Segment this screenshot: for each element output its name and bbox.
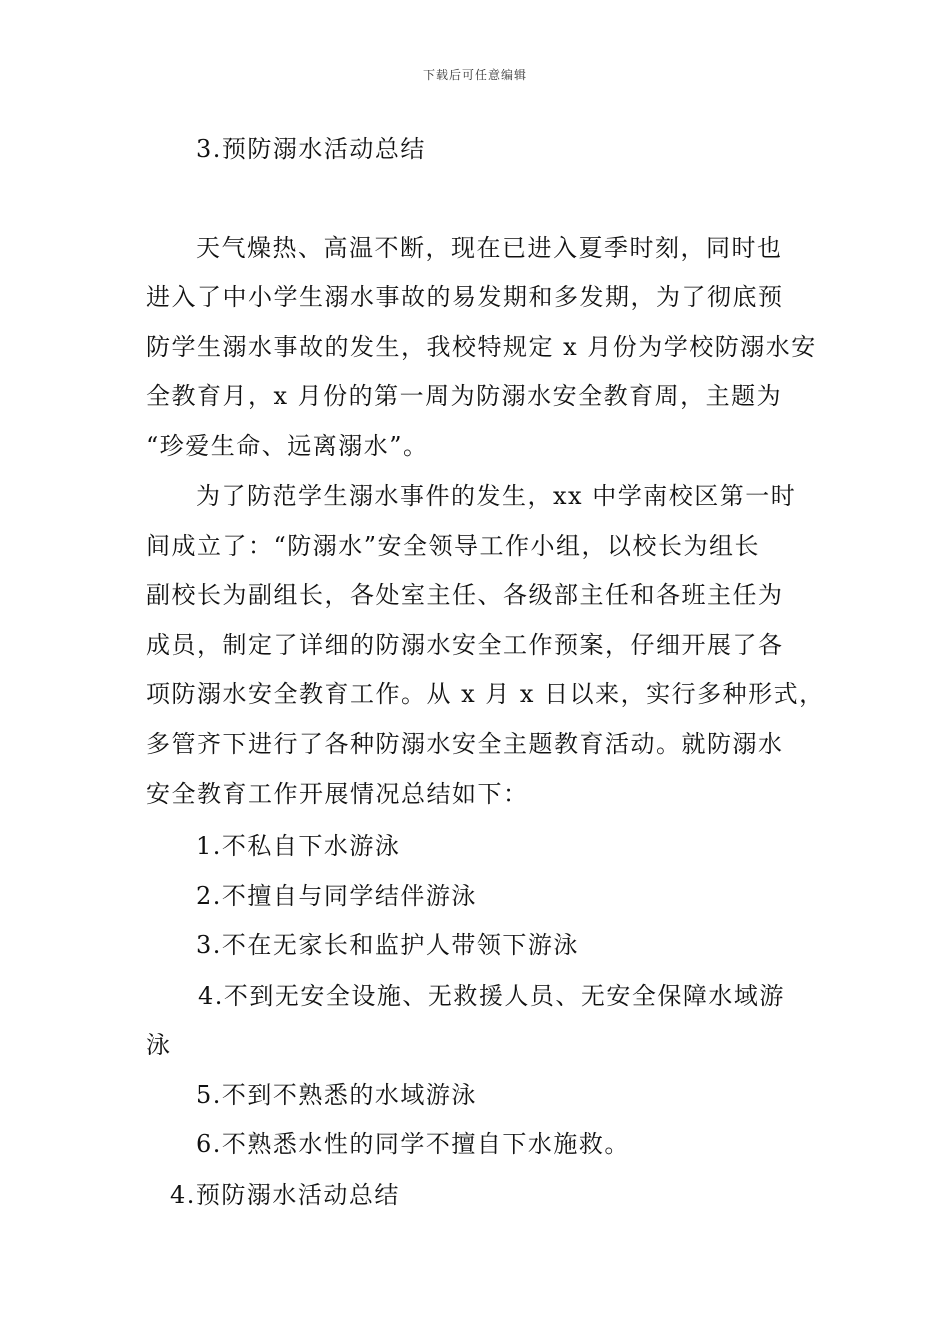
- section-3-heading: 3.预防溺水活动总结: [196, 135, 426, 163]
- paragraph-1-line: 全教育月，x 月份的第一周为防溺水安全教育周，主题为: [146, 382, 783, 410]
- paragraph-1-line: 天气燥热、高温不断，现在已进入夏季时刻，同时也: [196, 234, 783, 262]
- paragraph-2-line: 安全教育工作开展情况总结如下：: [146, 780, 529, 808]
- paragraph-1-line: 进入了中小学生溺水事故的易发期和多发期，为了彻底预: [146, 283, 784, 311]
- paragraph-2-line: 副校长为副组长，各处室主任、各级部主任和各班主任为: [146, 581, 784, 609]
- paragraph-2-line: 多管齐下进行了各种防溺水安全主题教育活动。就防溺水: [146, 730, 784, 758]
- paragraph-1-line: 防学生溺水事故的发生，我校特规定 x 月份为学校防溺水安: [146, 333, 817, 361]
- paragraph-2-line: 为了防范学生溺水事件的发生，xx 中学南校区第一时: [196, 482, 797, 510]
- rule-item: 3.不在无家长和监护人带领下游泳: [196, 931, 579, 959]
- paragraph-2-line: 项防溺水安全教育工作。从 x 月 x 日以来，实行多种形式，: [146, 680, 825, 708]
- paragraph-1-line: “珍爱生命、远离溺水”。: [146, 432, 429, 460]
- rule-item-continuation: 泳: [146, 1031, 172, 1059]
- section-4-heading: 4.预防溺水活动总结: [170, 1181, 400, 1209]
- rule-item: 1.不私自下水游泳: [196, 832, 401, 860]
- paragraph-2-line: 间成立了：“防溺水”安全领导工作小组，以校长为组长: [146, 532, 761, 560]
- rule-item: 5.不到不熟悉的水域游泳: [196, 1081, 477, 1109]
- paragraph-2-line: 成员，制定了详细的防溺水安全工作预案，仔细开展了各: [146, 631, 784, 659]
- rule-item: 4.不到无安全设施、无救援人员、无安全保障水域游: [198, 982, 785, 1010]
- header-note: 下载后可任意编辑: [422, 68, 527, 82]
- rule-item: 6.不熟悉水性的同学不擅自下水施救。: [196, 1130, 630, 1158]
- rule-item: 2.不擅自与同学结伴游泳: [196, 882, 477, 910]
